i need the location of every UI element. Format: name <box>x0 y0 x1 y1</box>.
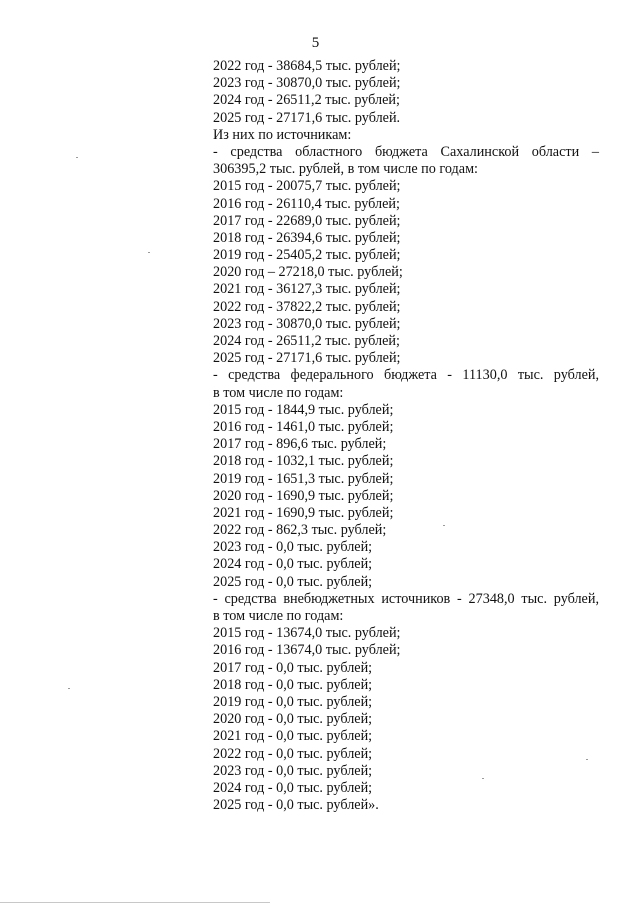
text-line: 2016 год - 1461,0 тыс. рублей; <box>213 418 394 435</box>
text-line: 2015 год - 20075,7 тыс. рублей; <box>213 178 401 195</box>
scan-edge-line <box>0 902 270 903</box>
text-line: 2016 год - 26110,4 тыс. рублей; <box>213 195 400 212</box>
scan-speck <box>148 252 150 253</box>
text-line: 2024 год - 26511,2 тыс. рублей; <box>213 333 400 349</box>
text-line: 2023 год - 0,0 тыс. рублей; <box>213 539 373 556</box>
text-line: 2022 год - 862,3 тыс. рублей; <box>213 522 387 539</box>
text-line: 2018 год - 0,0 тыс. рублей; <box>213 676 373 693</box>
text-line: 2022 год - 0,0 тыс. рублей; <box>213 745 373 762</box>
text-line: 2018 год - 26394,6 тыс. рублей; <box>213 229 401 246</box>
text-line: 2017 год - 0,0 тыс. рублей; <box>213 659 373 676</box>
text-line: 2025 год - 27171,6 тыс. рублей. <box>213 109 401 126</box>
text-line: 2017 год - 896,6 тыс. рублей; <box>213 436 387 453</box>
page-number: 5 <box>311 35 320 51</box>
text-line: 2022 год - 38684,5 тыс. рублей; <box>213 58 401 74</box>
scan-speck <box>443 525 445 526</box>
document-body <box>213 58 599 814</box>
text-line: - средства областного бюджета Сахалинской области – <box>213 143 599 160</box>
text-line: 2016 год - 13674,0 тыс. рублей; <box>213 642 401 659</box>
scan-speck <box>68 688 70 689</box>
text-line: 2015 год - 1844,9 тыс. рублей; <box>213 401 394 418</box>
text-line: 2025 год - 27171,6 тыс. рублей; <box>213 350 401 367</box>
text-line: 2021 год - 36127,3 тыс. рублей; <box>213 281 401 298</box>
text-line: 2019 год - 0,0 тыс. рублей; <box>213 693 373 710</box>
text-line: 2025 год - 0,0 тыс. рублей; <box>213 573 373 590</box>
text-line: 2019 год - 25405,2 тыс. рублей; <box>213 247 401 264</box>
text-line: 2015 год - 13674,0 тыс. рублей; <box>213 625 401 642</box>
text-line: 2019 год - 1651,3 тыс. рублей; <box>213 470 394 487</box>
text-line: 2023 год - 30870,0 тыс. рублей; <box>213 75 401 92</box>
scan-speck <box>482 778 484 779</box>
text-line: 2023 год - 30870,0 тыс. рублей; <box>213 315 401 332</box>
text-line: 2020 год - 0,0 тыс. рублей; <box>213 711 373 728</box>
text-line: 2024 год - 0,0 тыс. рублей; <box>213 779 373 796</box>
scan-speck <box>76 157 78 158</box>
text-line: 2021 год - 1690,9 тыс. рублей; <box>213 504 394 521</box>
text-line: в том числе по годам: <box>213 608 344 624</box>
text-line: 2017 год - 22689,0 тыс. рублей; <box>213 212 401 229</box>
text-line: 306395,2 тыс. рублей, в том числе по годам: <box>213 161 478 178</box>
text-line: Из них по источникам: <box>213 126 352 143</box>
text-line: 2024 год - 0,0 тыс. рублей; <box>213 556 373 573</box>
text-line: 2024 год - 26511,2 тыс. рублей; <box>213 92 400 109</box>
scan-speck <box>586 759 588 760</box>
text-line: 2025 год - 0,0 тыс. рублей». <box>213 797 379 814</box>
text-line: 2022 год - 37822,2 тыс. рублей; <box>213 298 401 315</box>
text-line: 2020 год – 27218,0 тыс. рублей; <box>213 264 403 281</box>
text-line: 2021 год - 0,0 тыс. рублей; <box>213 728 373 745</box>
text-line: 2023 год - 0,0 тыс. рублей; <box>213 762 373 779</box>
text-line: 2018 год - 1032,1 тыс. рублей; <box>213 453 394 470</box>
text-line: в том числе по годам: <box>213 384 344 401</box>
text-line: - средства внебюджетных источников - 27348,0 тыс. рублей, <box>213 590 599 607</box>
text-line: 2020 год - 1690,9 тыс. рублей; <box>213 487 394 504</box>
text-line: - средства федерального бюджета - 11130,0 тыс. рублей, <box>213 367 599 384</box>
